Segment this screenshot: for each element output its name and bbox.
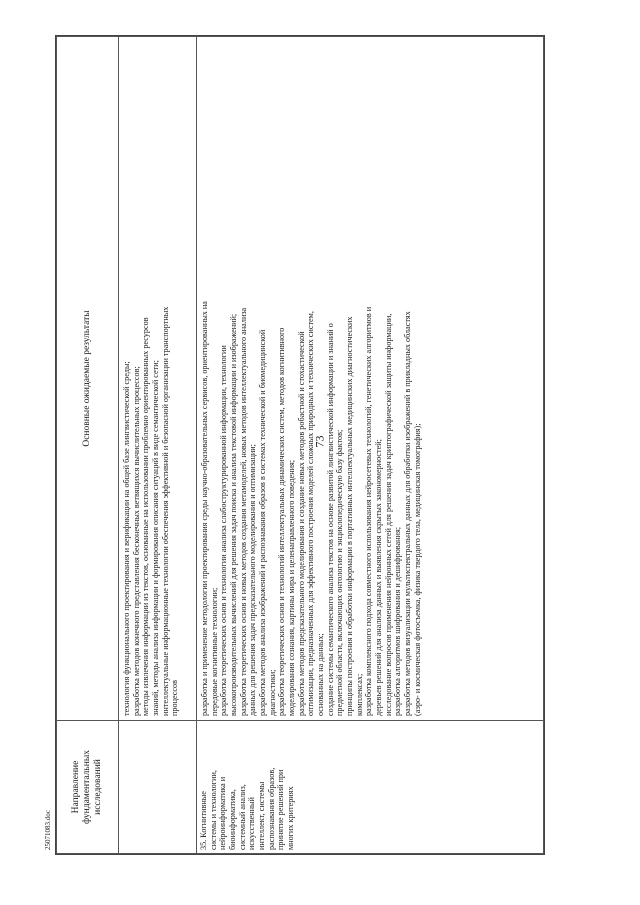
result-line: процессов [170,679,180,716]
header-direction: Направление фундаментальных исследований [57,721,119,854]
result-line: разработка теоретических основ и технологии анализа слабоструктурированной информации, технологии [219,345,229,716]
result-line: основанных на данных; [316,633,326,716]
result-line: разработка методов предсказательного моделирования и создание новых методов робастной и стохастической [296,331,306,716]
result-line: знаний, методы анализа информации и формирования описания ситуаций в виде семантической сети; [151,360,161,716]
result-line: предметной области, включающих онтологию и энциклопедическую базу фактов; [335,429,345,716]
row-results [197,37,544,721]
page-number: 73 [312,435,327,448]
result-line: комплексах; [354,673,364,716]
result-line: (аэро- и космическая фотосъемка, физика твердого тела, медицинская томография); [412,423,422,716]
result-line: моделирования сознания, картины мира и целенаправленного поведения; [287,460,297,716]
result-line: разработка алгоритмов шифрования и дешифрования; [393,527,403,716]
table-row [197,37,544,854]
header-results: Основные ожидаемые результаты [57,37,119,721]
result-line: создание системы семантического анализа текстов на основе развитой лингвистической информации и знаний о [325,323,335,716]
result-line: принципы построения и обработки информации в портативных интеллектуальных медицинских диагностических [345,316,355,716]
result-line: деревьев решений для анализа данных и выявления скрытых закономерностей; [374,439,384,716]
result-line: разработка методов конечного представления бесконечных ветвящихся вычислительных процессов; [131,366,141,716]
result-line: интеллектуальные информационные технологии обеспечения эффективной и безопасной организации транспортных [160,306,170,716]
result-line: разработка и применение методологии проектирования среды научно-образовательных сервисов, ориентированных на [200,301,209,716]
row-direction [119,721,197,854]
result-line: диагностики; [267,669,277,716]
table-body [119,37,544,854]
result-line: разработка комплексного подхода совместного использования нейросетевых технологий, генетических алгоритмов и [364,306,374,716]
result-line: технология функционального проектирования и верификации на общей базе лингвистической среды; [122,361,131,716]
row-results [119,37,197,721]
results-table-rotated [55,35,545,855]
result-line: оптимизации, предназначенных для эффективного построения моделей сложных природных и технических систем, [306,311,316,716]
table-row [119,37,197,854]
results-table [56,36,544,854]
footer-file-code: 25071083.doc [44,810,52,850]
result-line: передовые когнитивные технологии; [209,587,219,716]
result-line: разработка методов визуализации мультиспектральных данных для обработки изображений в прикладных областях [403,311,413,716]
result-line: методы извлечения информации из текстов, основанные на использовании проблемно ориентированных ресурсов [141,317,151,716]
result-line: данных для решения задач предсказательного моделирования и оптимизации; [248,444,258,716]
result-line: разработка теоретических основ и новых методов создания метамоделей, новых методов интеллектуального анализа [238,307,248,716]
result-line: исследование вопросов применения нейронных сетей для решения задач криптографической защиты информации, [383,313,393,716]
result-line: разработка теоретических основ и технологий интеллектуальных динамических систем, методов когнитивного [277,327,287,716]
result-line: высокопроизводительных вычислений для решения задач поиска и анализа текстовой информации и изображений; [229,313,239,716]
table-header-row [57,37,119,854]
row-direction: 35. Когнитивные системы и технологии, нейроинформатика и биоинформатика, системный анализ, искусственный интеллект, системы распознавания образов, принятие решений при многих критериях [197,721,544,854]
result-line: разработка методов анализа изображений и распознавания образов в системах технической и биомедицинской [258,329,268,716]
